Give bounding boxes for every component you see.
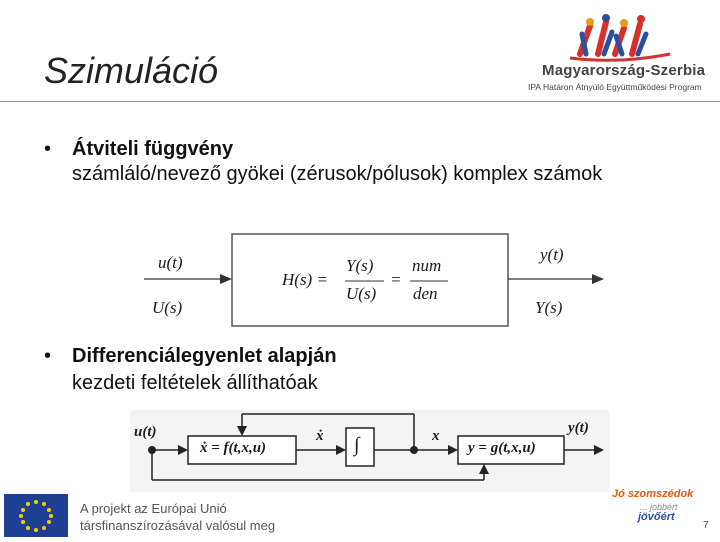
good-neighbours-logo [606, 488, 716, 538]
bullet-body: kezdeti feltételek állíthatóak [72, 372, 318, 394]
eu-flag-icon [4, 494, 68, 537]
output-s-label: Y(s) [535, 298, 563, 317]
num-label: num [412, 256, 442, 275]
jo-slogan-1: Jó szomszédok [612, 488, 694, 500]
bullet-dot: • [44, 345, 52, 367]
input-label: u(t) [134, 424, 157, 440]
bullet-body: számláló/nevező gyökei (zérusok/pólusok) komplex számok [72, 163, 603, 185]
footer-line-1: A projekt az Európai Unió [80, 501, 227, 516]
jo-slogan-2: ... jobbért [640, 502, 678, 512]
page-number: 7 [703, 520, 709, 531]
eu-funding-text [80, 500, 275, 534]
state-derivative-label: ẋ [316, 428, 324, 444]
den-label: den [413, 284, 438, 303]
state-space-diagram [130, 410, 610, 492]
logo-title: Magyarország-Szerbia [542, 62, 706, 79]
equals-sign: = [390, 270, 402, 289]
bullet-heading: Átviteli függvény [72, 138, 234, 160]
input-s-label: U(s) [152, 298, 183, 317]
footer-line-2: társfinanszírozásával valósul meg [80, 518, 276, 533]
logo-subtitle: IPA Határon Átnyúló Együttműködési Program [528, 82, 702, 92]
state-equation-block: ẋ = f(t,x,u) [200, 440, 267, 456]
output-equation-block: y = g(t,x,u) [468, 440, 536, 456]
logo-figures-icon [520, 14, 716, 64]
input-time-label: u(t) [158, 253, 183, 272]
transfer-lhs: H(s) = [282, 270, 328, 289]
bullet-differential-equation [44, 343, 337, 397]
state-label: x [432, 428, 440, 444]
output-label: y(t) [568, 420, 589, 436]
transfer-numerator: Y(s) [346, 256, 374, 275]
transfer-denominator: U(s) [346, 284, 377, 303]
title-divider [0, 101, 720, 102]
integrator-icon: ∫ [354, 434, 360, 456]
program-logo [520, 14, 716, 100]
slide-title: Szimuláció [44, 50, 219, 91]
bullet-transfer-function [44, 138, 672, 188]
bullet-heading: Differenciálegyenlet alapján [72, 345, 337, 367]
output-time-label: y(t) [540, 245, 564, 264]
jo-slogan-3: jövőért [638, 511, 675, 523]
bullet-dot: • [44, 138, 52, 160]
